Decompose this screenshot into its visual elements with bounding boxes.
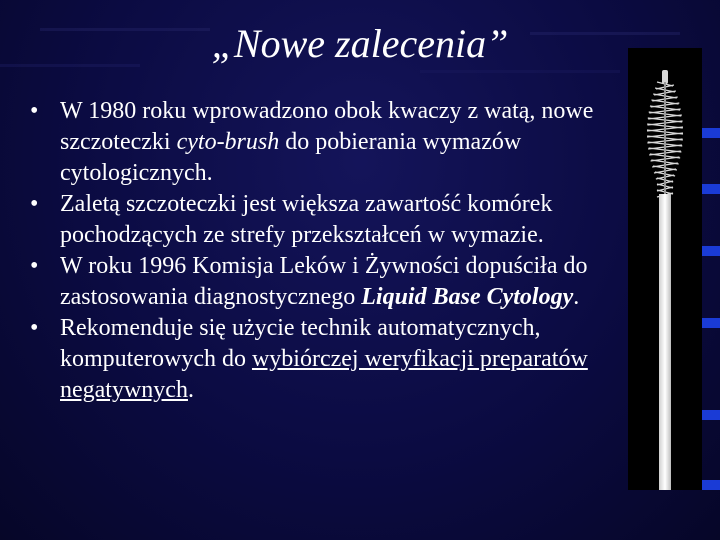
bullet-text-run: wybiórczej weryfikacji preparatów negatywnych <box>60 346 588 403</box>
bullet-item <box>30 251 630 313</box>
bullet-item <box>30 96 630 189</box>
bullet-marker: • <box>30 98 39 124</box>
bullet-marker: • <box>30 191 39 217</box>
bullet-marker: • <box>30 315 39 341</box>
bullet-text-run: do pobierania wymazów cytologicznych. <box>60 129 522 186</box>
bullet-item <box>30 189 630 251</box>
accent-bar <box>702 128 720 138</box>
bullet-text <box>60 189 630 251</box>
accent-bar <box>702 246 720 256</box>
bullet-list <box>30 96 630 406</box>
brush-tip <box>662 70 668 84</box>
accent-bar <box>702 480 720 490</box>
bullet-text-run: W roku 1996 Komisja Leków i Żywności dopuściła do zastosowania diagnostycznego <box>60 253 588 310</box>
slide-title: „Nowe zalecenia” <box>211 21 509 66</box>
bullet-text-run: cyto-brush <box>176 129 280 155</box>
bullet-text-run: Zaletą szczoteczki jest większa zawartość komórek pochodzących ze strefy przekształceń w wymazie. <box>60 191 553 248</box>
bullet-marker: • <box>30 253 39 279</box>
bullet-text-run: . <box>187 377 194 403</box>
bullet-text-run: Rekomenduje się użycie technik automatycznych, komputerowych do <box>60 315 541 372</box>
accent-bar <box>702 410 720 420</box>
bullet-text-run: Liquid Base Cytology <box>361 284 574 310</box>
bullet-item <box>30 313 630 406</box>
cyto-brush-illustration <box>628 48 702 490</box>
accent-bar <box>702 318 720 328</box>
bullet-text-run: W 1980 roku wprowadzono obok kwaczy z watą, nowe szczoteczki <box>60 98 594 155</box>
bullet-text <box>60 313 630 406</box>
background-streak <box>420 70 620 73</box>
brush-handle <box>659 194 671 490</box>
bullet-text <box>60 251 630 313</box>
accent-bar <box>702 184 720 194</box>
cyto-brush-photo <box>628 48 702 490</box>
bullet-text <box>60 96 630 189</box>
bullet-text-run: . <box>573 284 580 310</box>
